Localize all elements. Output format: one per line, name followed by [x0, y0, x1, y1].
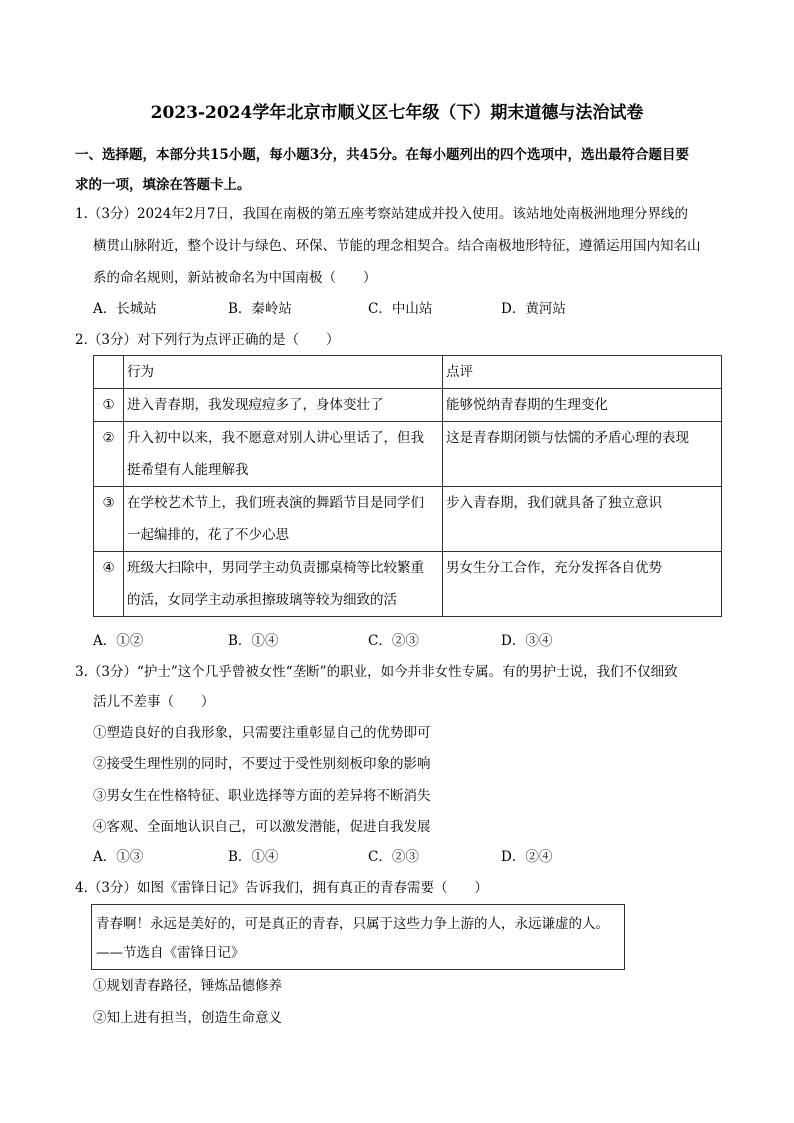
q3-option-d: D．②④	[501, 849, 553, 865]
row-comment: 这是青春期闭锁与怯懦的矛盾心理的表现	[443, 422, 722, 487]
row-behavior-text: 班级大扫除中，男同学主动负责挪桌椅等比较繁重	[127, 560, 424, 576]
row-behavior	[124, 389, 443, 422]
q1-options	[93, 299, 693, 319]
row-behavior-text: 在学校艺术节上，我们班表演的舞蹈节目是同学们	[127, 495, 424, 511]
q3-options	[93, 847, 693, 867]
row-comment: 男女生分工合作，充分发挥各自优势	[443, 552, 722, 617]
row-behavior-text: 进入青春期，我发现痘痘多了，身体变壮了	[127, 397, 384, 413]
q1-option-c: C．中山站	[368, 301, 433, 317]
q3-item-4: ④客观、全面地认识自己，可以激发潜能，促进自我发展	[93, 819, 431, 835]
row-number: ①	[94, 389, 124, 422]
row-behavior-text: 的活，女同学主动承担擦玻璃等较为细致的活	[127, 592, 397, 608]
q3-line2: 活儿不差事（ ）	[93, 694, 215, 710]
section1-instruction-line2: 求的一项，填涂在答题卡上。	[75, 177, 251, 193]
row-behavior	[124, 552, 443, 617]
q3-item-1: ①塑造良好的自我形象，只需要注重彰显自己的优势即可	[93, 725, 431, 741]
row-number: ②	[94, 422, 124, 487]
row-number: ③	[94, 487, 124, 552]
q2-option-b: B．①④	[228, 633, 279, 649]
section1-instruction-line1: 一、选择题，本部分共15小题，每小题3分，共45分。在每小题列出的四个选项中，选出最符合题目要	[75, 147, 689, 163]
q2-options	[93, 631, 693, 651]
table-header-comment: 点评	[443, 356, 722, 389]
row-behavior-text: 挺希望有人能理解我	[127, 462, 249, 478]
q3-option-c: C．②③	[368, 849, 419, 865]
q4-quote-box	[91, 904, 625, 970]
table-row	[94, 487, 722, 552]
q2-option-a: A．①②	[93, 633, 144, 649]
q3-option-b: B．①④	[228, 849, 279, 865]
q1-option-b: B．秦岭站	[228, 301, 292, 317]
exam-title: 2023-2024学年北京市顺义区七年级（下）期末道德与法治试卷	[150, 103, 644, 123]
q3-line1: 3.（3分）“护士”这个几乎曾被女性“垄断”的职业，如今并非女性专属。有的男护士说，我们不仅细致	[75, 664, 678, 680]
row-comment: 步入青春期，我们就具备了独立意识	[443, 487, 722, 552]
q1-line1: 1.（3分）2024年2月7日，我国在南极的第五座考察站建成并投入使用。该站地处南极洲地理分界线的	[75, 206, 689, 222]
q2-option-d: D．③④	[501, 633, 553, 649]
q1-option-a: A．长城站	[93, 301, 157, 317]
q4-quote-source: ——节选自《雷锋日记》	[96, 945, 245, 961]
q2-stem: 2.（3分）对下列行为点评正确的是（ ）	[75, 332, 340, 348]
q4-quote-line1: 青春啊！永远是美好的，可是真正的青春，只属于这些力争上游的人，永远谦虚的人。	[96, 916, 609, 932]
table-header-behavior: 行为	[124, 356, 443, 389]
row-behavior-text: 升入初中以来，我不愿意对别人讲心里话了，但我	[127, 430, 424, 446]
q1-option-d: D．黄河站	[501, 301, 566, 317]
q2-option-c: C．②③	[368, 633, 419, 649]
q4-stem: 4.（3分）如图《雷锋日记》告诉我们，拥有真正的青春需要（ ）	[75, 880, 488, 896]
row-behavior	[124, 487, 443, 552]
row-behavior-text: 一起编排的，花了不少心思	[127, 527, 289, 543]
table-header-num	[94, 356, 124, 389]
table-header-row	[94, 356, 722, 389]
q4-item-2: ②知上进有担当，创造生命意义	[93, 1010, 282, 1026]
table-row	[94, 389, 722, 422]
q1-line2: 横贯山脉附近，整个设计与绿色、环保、节能的理念相契合。结合南极地形特征，遵循运用国内知名山	[93, 238, 701, 254]
row-comment: 能够悦纳青春期的生理变化	[443, 389, 722, 422]
q2-table	[93, 355, 722, 617]
row-behavior	[124, 422, 443, 487]
table-row	[94, 422, 722, 487]
row-number: ④	[94, 552, 124, 617]
q4-item-1: ①规划青春路径，锤炼品德修养	[93, 978, 282, 994]
table-row	[94, 552, 722, 617]
q1-line3: 系的命名规则，新站被命名为中国南极（ ）	[93, 270, 377, 286]
q3-item-2: ②接受生理性别的同时，不要过于受性别刻板印象的影响	[93, 756, 431, 772]
q3-option-a: A．①③	[93, 849, 144, 865]
q3-item-3: ③男女生在性格特征、职业选择等方面的差异将不断消失	[93, 788, 431, 804]
